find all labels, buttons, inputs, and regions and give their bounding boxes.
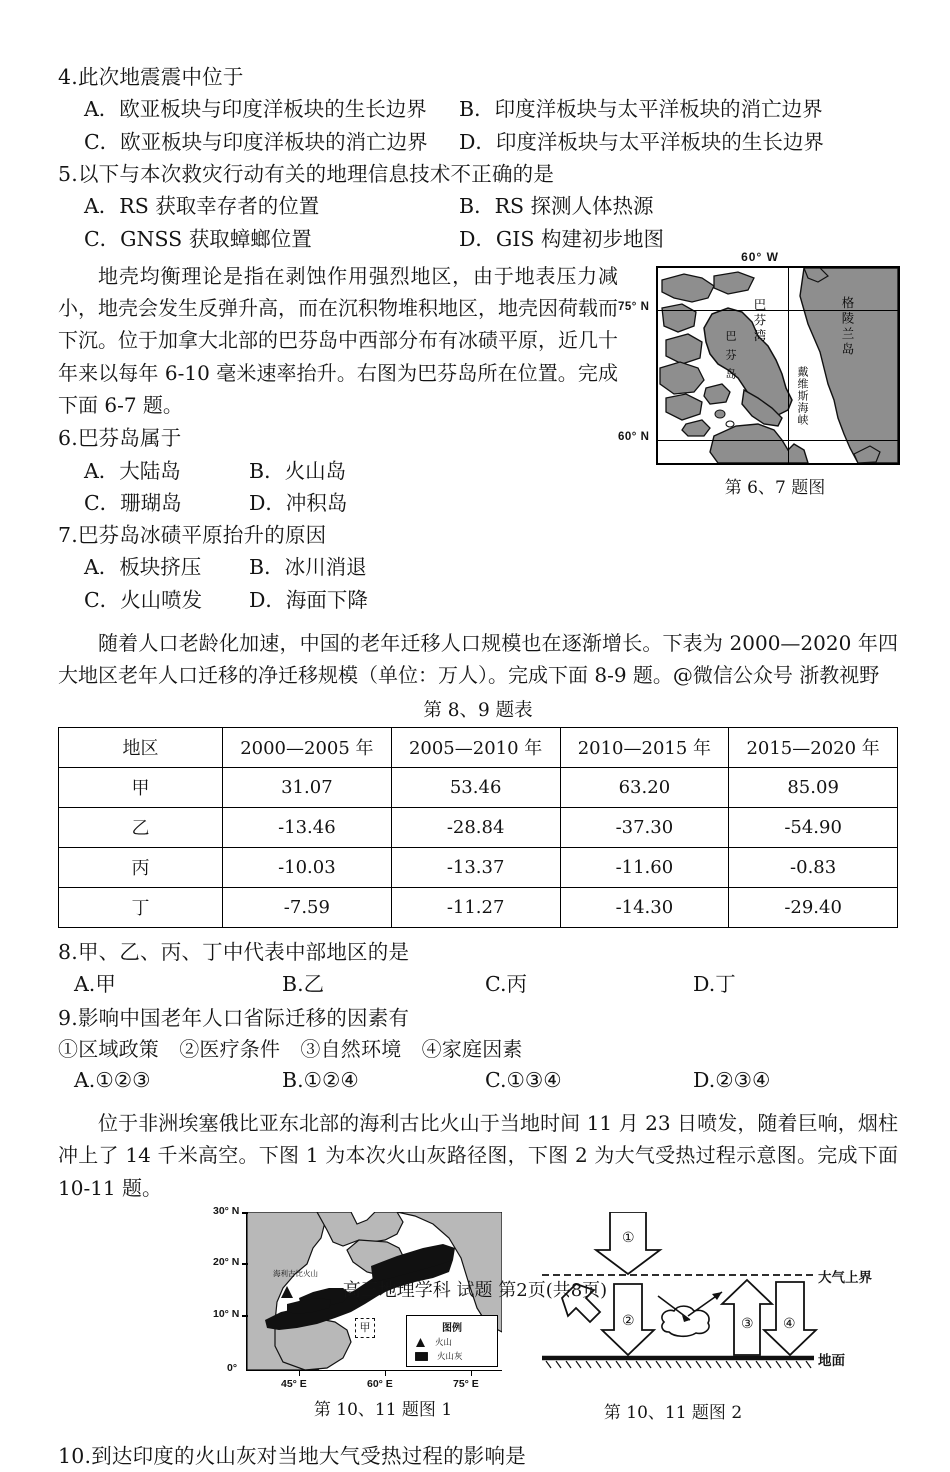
option-8-C[interactable]: C.丙 bbox=[485, 971, 527, 996]
option-6-A[interactable]: A．大陆岛 bbox=[84, 458, 181, 483]
latitude-line-60n bbox=[658, 440, 898, 441]
lat-tick-30n bbox=[242, 1212, 248, 1213]
question-7-options-row-2 bbox=[58, 584, 898, 617]
option-6-C[interactable]: C．珊瑚岛 bbox=[84, 491, 182, 516]
cell-value: 31.07 bbox=[223, 767, 392, 807]
latitude-line-75n bbox=[658, 310, 898, 311]
ground-label: 地面 bbox=[818, 1353, 845, 1370]
table-header-p2: 2005—2010 年 bbox=[391, 727, 560, 767]
option-9-C[interactable]: C.①③④ bbox=[485, 1068, 562, 1093]
question-4-options-row-1 bbox=[58, 93, 898, 126]
option-4-B[interactable]: B．印度洋板块与太平洋板块的消亡边界 bbox=[459, 97, 823, 122]
option-9-B[interactable]: B.①②④ bbox=[282, 1068, 359, 1093]
option-8-A[interactable]: A.甲 bbox=[74, 971, 116, 996]
cell-value: 53.46 bbox=[391, 767, 560, 807]
map-legend bbox=[406, 1315, 498, 1367]
option-6-D[interactable]: D．冲积岛 bbox=[249, 491, 348, 516]
question-5-stem: 5.以下与本次救灾行动有关的地理信息技术不正确的是 bbox=[58, 161, 555, 186]
cell-value: -54.90 bbox=[729, 807, 898, 847]
cell-value: -13.46 bbox=[223, 807, 392, 847]
option-7-B[interactable]: B．冰川消退 bbox=[249, 555, 367, 580]
atmosphere-top-label: 大气上界 bbox=[818, 1270, 872, 1287]
lat-label-0: 0° bbox=[227, 1362, 238, 1375]
lon-label-60e: 60° E bbox=[367, 1378, 393, 1391]
label-davis-strait: 戴维斯海峡 bbox=[796, 366, 809, 426]
question-4-options-row-2 bbox=[58, 126, 898, 159]
option-7-A[interactable]: A．板块挤压 bbox=[84, 555, 202, 580]
table-row bbox=[59, 807, 898, 847]
arrow-label-1: ① bbox=[622, 1230, 635, 1247]
option-7-D[interactable]: D．海面下降 bbox=[249, 588, 368, 613]
lat-label-20n: 20° N bbox=[213, 1256, 240, 1269]
atmosphere-figure bbox=[538, 1212, 908, 1423]
figures-row bbox=[58, 1205, 898, 1427]
question-8-options bbox=[58, 968, 898, 1001]
table-header-region: 地区 bbox=[59, 727, 223, 767]
option-9-D[interactable]: D.②③④ bbox=[693, 1068, 771, 1093]
cell-value: -10.03 bbox=[223, 847, 392, 887]
volcano-icon bbox=[415, 1337, 426, 1348]
area-label-jia: 甲 bbox=[355, 1318, 375, 1338]
baffin-island-figure bbox=[620, 250, 900, 498]
table-header-p3: 2010—2015 年 bbox=[560, 727, 729, 767]
question-5-options-row-1 bbox=[58, 190, 898, 223]
migration-table bbox=[58, 727, 898, 928]
baffin-lat-label-75n: 75° N bbox=[618, 301, 650, 313]
table-row bbox=[59, 767, 898, 807]
lon-label-45e: 45° E bbox=[281, 1378, 307, 1391]
table-row bbox=[59, 887, 898, 927]
cell-region: 甲 bbox=[59, 767, 223, 807]
cell-value: -29.40 bbox=[729, 887, 898, 927]
lon-tick-60e bbox=[385, 1370, 386, 1376]
passage-isostasy: 地壳均衡理论是指在剥蚀作用强烈地区，由于地表压力减小，地壳会发生反弹升高，而在沉积物堆积地区，地壳因荷载而下沉。位于加拿大北部的巴芬岛中西部分布有冰碛平原，近几十年来以每年 6-10 毫米速率抬升。右图为巴芬岛所在位置。完成下面 6-7 题。 bbox=[58, 263, 618, 418]
passage-aging: 随着人口老龄化加速，中国的老年迁移人口规模也在逐渐增长。下表为 2000—2020 年四大地区老年人口迁移的净迁移规模（单位：万人）。完成下面 8-9 题。@微信公众号 浙教视野 bbox=[58, 630, 898, 688]
legend-item-volcano bbox=[415, 1336, 495, 1348]
cell-value: 63.20 bbox=[560, 767, 729, 807]
baffin-figure-caption: 第 6、7 题图 bbox=[724, 478, 826, 498]
legend-label-volcano: 火山 bbox=[435, 1338, 453, 1349]
option-5-D[interactable]: D．GIS 构建初步地图 bbox=[459, 226, 664, 251]
baffin-map-frame bbox=[656, 266, 900, 465]
volcano-name-label: 海利古比火山 bbox=[273, 1269, 318, 1279]
lat-label-30n: 30° N bbox=[213, 1205, 240, 1218]
cell-region: 乙 bbox=[59, 807, 223, 847]
table-header-p4: 2015—2020 年 bbox=[729, 727, 898, 767]
figure-2-caption: 第 10、11 题图 2 bbox=[603, 1403, 743, 1424]
lon-tick-45e bbox=[299, 1370, 300, 1376]
lat-label-10n: 10° N bbox=[213, 1308, 240, 1321]
question-9-factors: ①区域政策 ②医疗条件 ③自然环境 ④家庭因素 bbox=[58, 1036, 523, 1061]
lon-label-75e: 75° E bbox=[453, 1378, 479, 1391]
label-baffin-bay: 巴芬湾 bbox=[752, 298, 767, 345]
cell-value: -37.30 bbox=[560, 807, 729, 847]
question-9-options bbox=[58, 1064, 898, 1097]
figure-1-caption: 第 10、11 题图 1 bbox=[313, 1400, 453, 1421]
option-7-C[interactable]: C．火山喷发 bbox=[84, 588, 203, 613]
question-10-stem: 10.到达印度的火山灰对当地大气受热过程的影响是 bbox=[58, 1444, 526, 1469]
ash-icon bbox=[415, 1352, 428, 1361]
legend-item-ash bbox=[415, 1350, 495, 1362]
question-4-stem: 4.此次地震震中位于 bbox=[58, 65, 244, 89]
baffin-lat-label-60n: 60° N bbox=[618, 431, 650, 443]
volcano-ash-figure bbox=[208, 1205, 538, 1421]
table-header-row bbox=[59, 727, 898, 767]
cell-value: 85.09 bbox=[729, 767, 898, 807]
option-4-C[interactable]: C．欧亚板块与印度洋板块的消亡边界 bbox=[84, 129, 428, 154]
option-5-B[interactable]: B．RS 探测人体热源 bbox=[459, 193, 654, 218]
page-footer: 高三地理学科 试题 第2页(共8页) bbox=[342, 1280, 608, 1301]
baffin-map-svg bbox=[658, 268, 898, 463]
cell-value: -11.27 bbox=[391, 887, 560, 927]
question-7-stem: 7.巴芬岛冰碛平原抬升的原因 bbox=[58, 523, 327, 548]
cell-value: -14.30 bbox=[560, 887, 729, 927]
option-9-A[interactable]: A.①②③ bbox=[74, 1068, 151, 1093]
legend-title: 图例 bbox=[442, 1323, 462, 1335]
lat-tick-20n bbox=[242, 1263, 248, 1264]
option-4-A[interactable]: A．欧亚板块与印度洋板块的生长边界 bbox=[84, 97, 427, 122]
cell-value: -7.59 bbox=[223, 887, 392, 927]
passage-volcano: 位于非洲埃塞俄比亚东北部的海利古比火山于当地时间 11 月 23 日喷发，随着巨响，烟柱冲上了 14 千米高空。下图 1 为本次火山灰路径图，下图 2 为大气受热过程示意图。完成下面 10-11 题。 bbox=[58, 1111, 898, 1200]
option-8-B[interactable]: B.乙 bbox=[282, 971, 325, 996]
cell-value: -0.83 bbox=[729, 847, 898, 887]
option-5-A[interactable]: A．RS 获取幸存者的位置 bbox=[84, 193, 320, 218]
lat-tick-10n bbox=[242, 1315, 248, 1316]
question-6-stem: 6.巴芬岛属于 bbox=[58, 426, 182, 451]
question-8-stem: 8.甲、乙、丙、丁中代表中部地区的是 bbox=[58, 939, 410, 964]
cell-value: -11.60 bbox=[560, 847, 729, 887]
lon-tick-75e bbox=[471, 1370, 472, 1376]
option-5-C[interactable]: C．GNSS 获取蟑螂位置 bbox=[84, 226, 312, 251]
baffin-lon-label: 60° W bbox=[741, 250, 779, 264]
longitude-line-60w bbox=[788, 268, 789, 463]
question-7-options-row-1 bbox=[58, 551, 898, 584]
question-9-stem: 9.影响中国老年人口省际迁移的因素有 bbox=[58, 1005, 410, 1030]
cell-region: 丁 bbox=[59, 887, 223, 927]
arrow-label-2: ② bbox=[622, 1313, 635, 1330]
table-title: 第 8、9 题表 bbox=[423, 699, 533, 721]
cell-value: -13.37 bbox=[391, 847, 560, 887]
label-baffin-island: 巴芬岛 bbox=[724, 330, 737, 387]
table-header-p1: 2000—2005 年 bbox=[223, 727, 392, 767]
label-greenland: 格陵兰岛 bbox=[840, 296, 855, 358]
option-8-D[interactable]: D.丁 bbox=[693, 971, 736, 996]
option-6-B[interactable]: B．火山岛 bbox=[249, 458, 347, 483]
table-row bbox=[59, 847, 898, 887]
option-4-D[interactable]: D．印度洋板块与太平洋板块的生长边界 bbox=[459, 129, 824, 154]
cell-region: 丙 bbox=[59, 847, 223, 887]
legend-label-ash: 火山灰 bbox=[437, 1352, 463, 1363]
arrow-label-3: ③ bbox=[741, 1316, 754, 1333]
arrow-label-4: ④ bbox=[783, 1316, 796, 1333]
cell-value: -28.84 bbox=[391, 807, 560, 847]
